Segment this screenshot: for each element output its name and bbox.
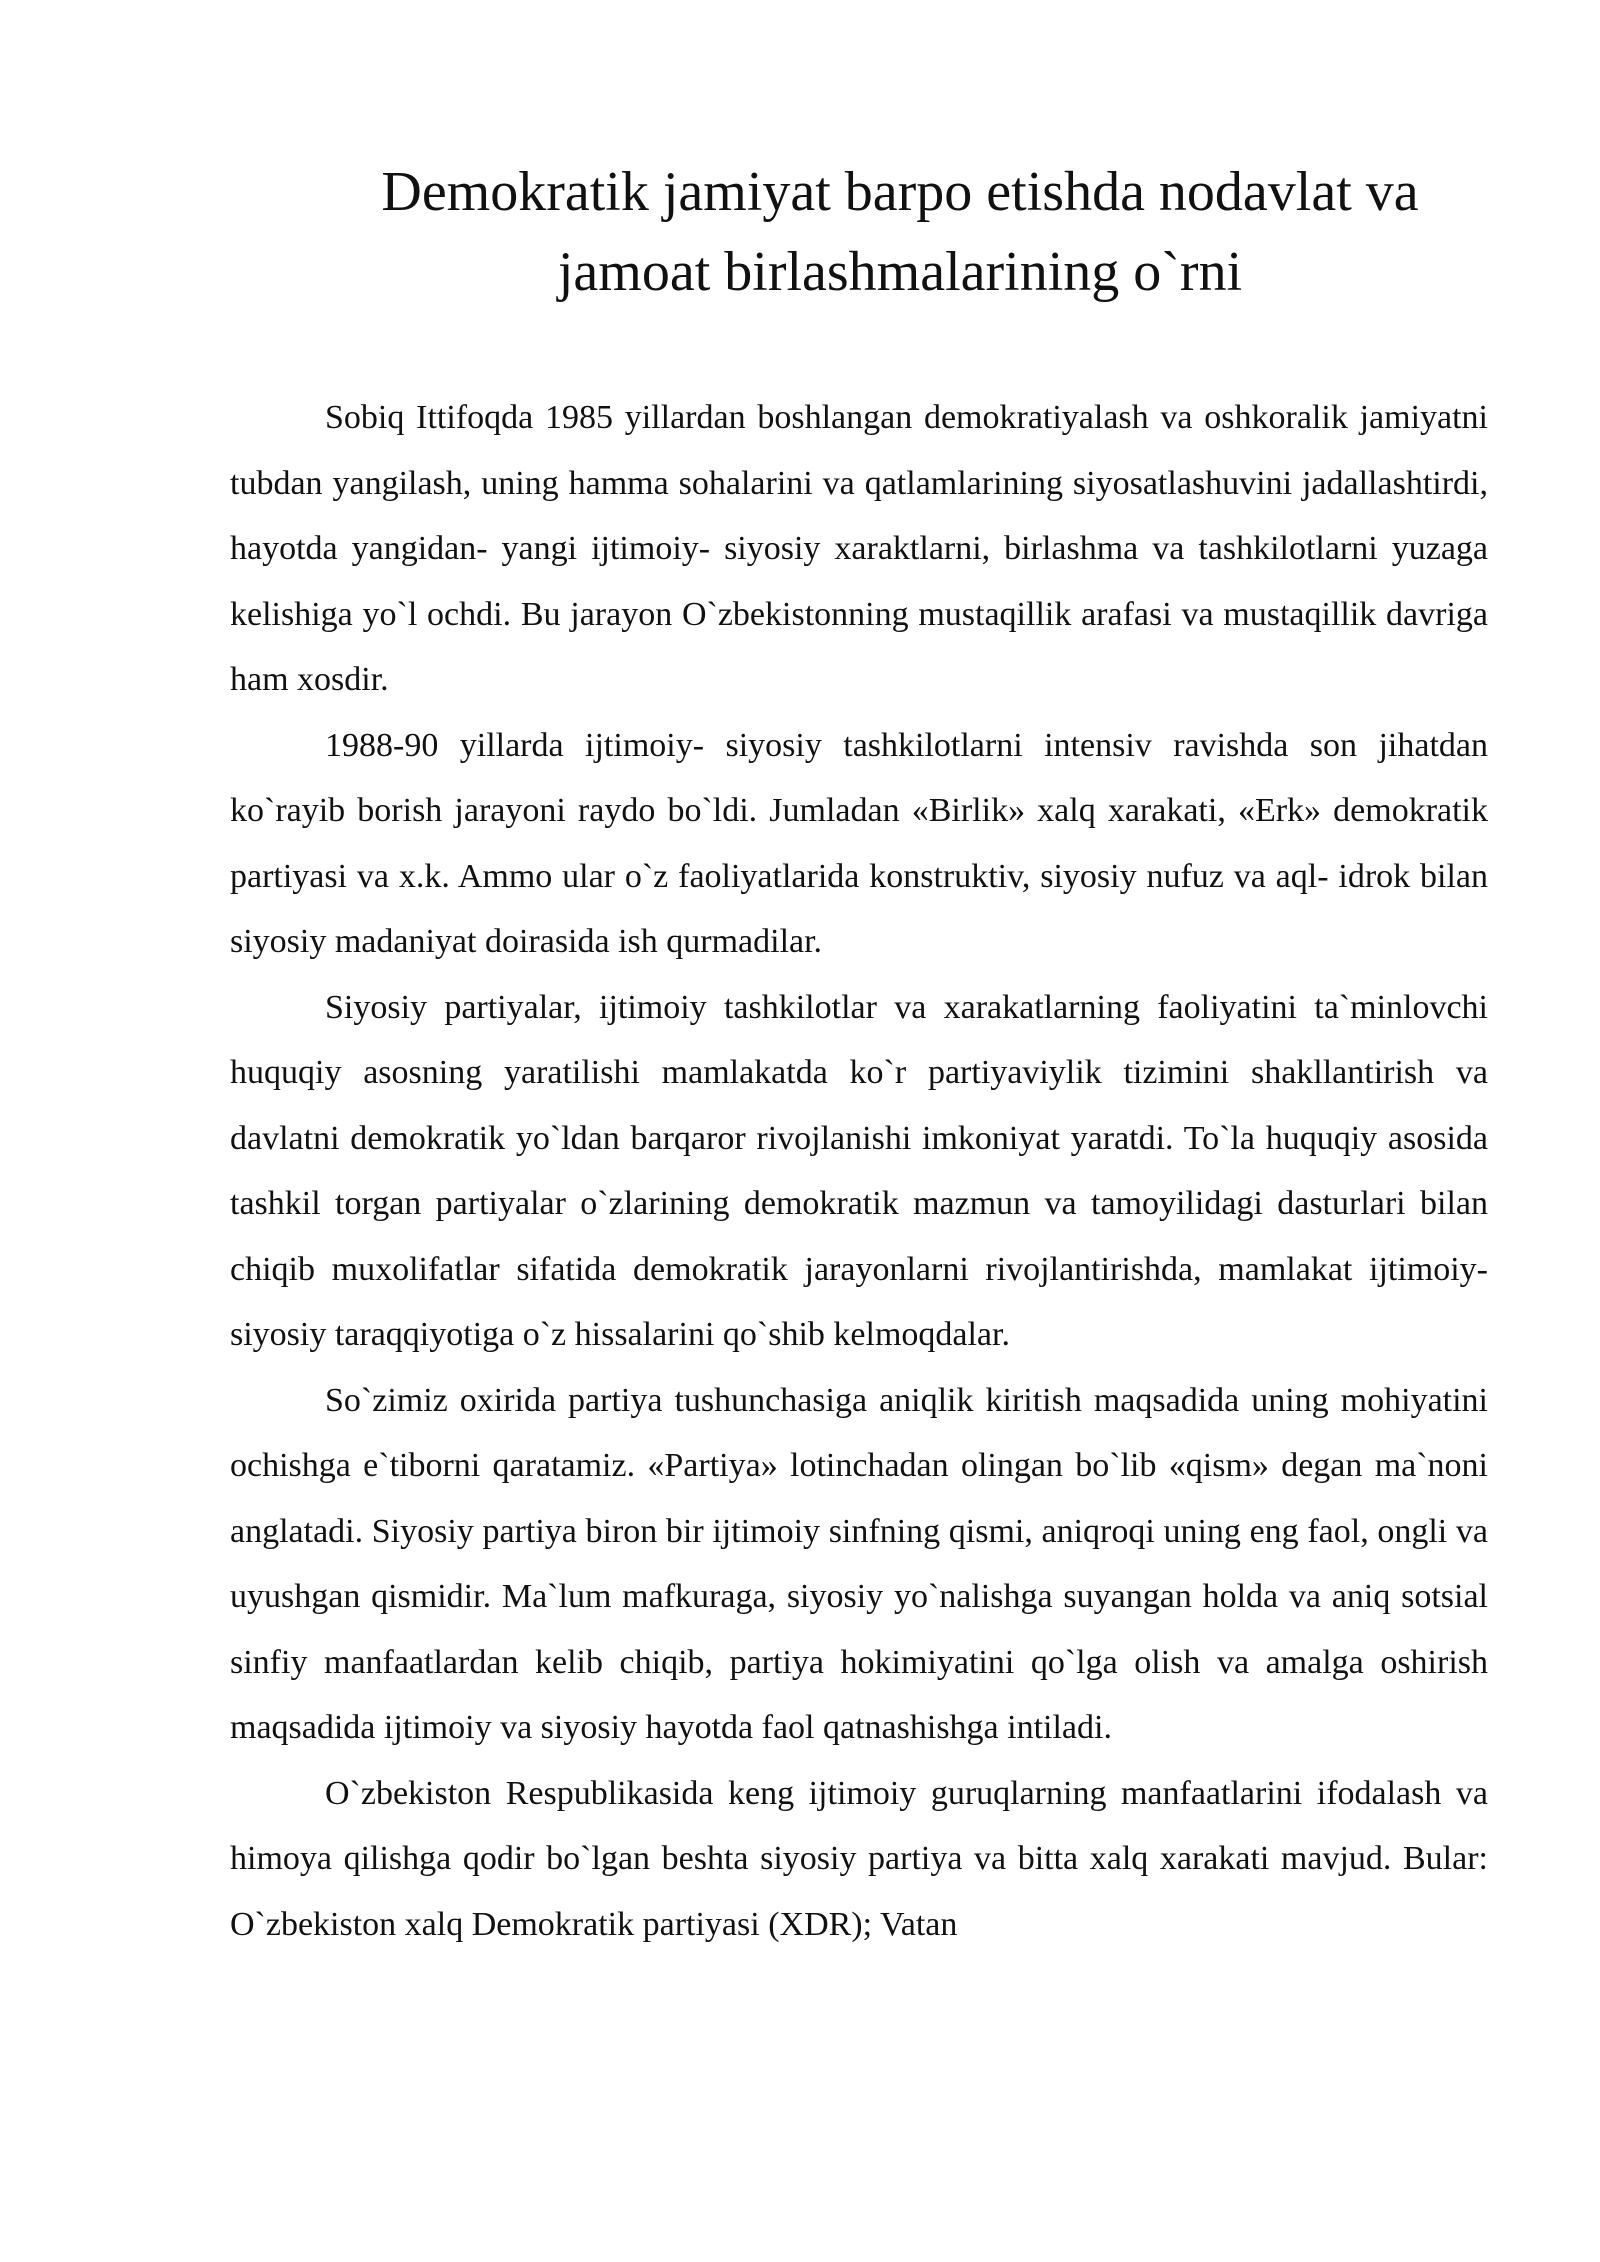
title-line-1: Demokratik jamiyat barpo etishda nodavlat va — [381, 161, 1419, 223]
paragraph-1: Sobiq Ittifoqda 1985 yillardan boshlangan demokratiyalash va oshkoralik jamiyatni tubdan yangilash, uning hamma sohalarini va qatlamlarining siyosatlashuvini jadallashtirdi, hayotda yangidan- yangi ijtimoiy- siyosiy xaraktlarni, birlashma va tashkilotlarni yuzaga kelishiga yo`l ochdi. Bu jarayon O`zbekistonning mustaqillik arafasi va mustaqillik davriga ham xosdir. — [230, 399, 1488, 698]
document-title — [300, 152, 1500, 312]
paragraph-2: 1988-90 yillarda ijtimoiy- siyosiy tashkilotlarni intensiv ravishda son jihatdan ko`rayib borish jarayoni raydo bo`ldi. Jumladan «Birlik» xalq xarakati, «Erk» demokratik partiyasi va x.k. Ammo ular o`z faoliyatlarida konstruktiv, siyosiy nufuz va aql- idrok bilan siyosiy madaniyat doirasida ish qurmadilar. — [230, 726, 1488, 960]
title-line-2: jamoat birlashmalarining o`rni — [557, 241, 1243, 303]
paragraph-3: Siyosiy partiyalar, ijtimoiy tashkilotlar va xarakatlarning faoliyatini ta`minlovchi huquqiy asosning yaratilishi mamlakatda ko`r partiyaviylik tizimini shakllantirish va davlatni demokratik yo`ldan barqaror rivojlanishi imkoniyat yaratdi. To`la huquqiy asosida tashkil torgan partiyalar o`zlarining demokratik mazmun va tamoyilidagi dasturlari bilan chiqib muxolifatlar sifatida demokratik jarayonlarni rivojlantirishda, mamlakat ijtimoiy- siyosiy taraqqiyotiga o`z hissalarini qo`shib kelmoqdalar. — [230, 988, 1488, 1353]
document-body — [230, 385, 1488, 1957]
paragraph-5: O`zbekiston Respublikasida keng ijtimoiy guruqlarning manfaatlarini ifodalash va himoya qilishga qodir bo`lgan beshta siyosiy partiya va bitta xalq xarakati mavjud. Bular: O`zbekiston xalq Demokratik partiyasi (XDR); Vatan — [230, 1774, 1488, 1943]
paragraph-4: So`zimiz oxirida partiya tushunchasiga aniqlik kiritish maqsadida uning mohiyatini ochishga e`tiborni qaratamiz. «Partiya» lotinchadan olingan bo`lib «qism» degan ma`noni anglatadi. Siyosiy partiya biron bir ijtimoiy sinfning qismi, aniqroqi uning eng faol, ongli va uyushgan qismidir. Ma`lum mafkuraga, siyosiy yo`nalishga suyangan holda va aniq sotsial sinfiy manfaatlardan kelib chiqib, partiya hokimiyatini qo`lga olish va amalga oshirish maqsadida ijtimoiy va siyosiy hayotda faol qatnashishga intiladi. — [230, 1381, 1488, 1746]
